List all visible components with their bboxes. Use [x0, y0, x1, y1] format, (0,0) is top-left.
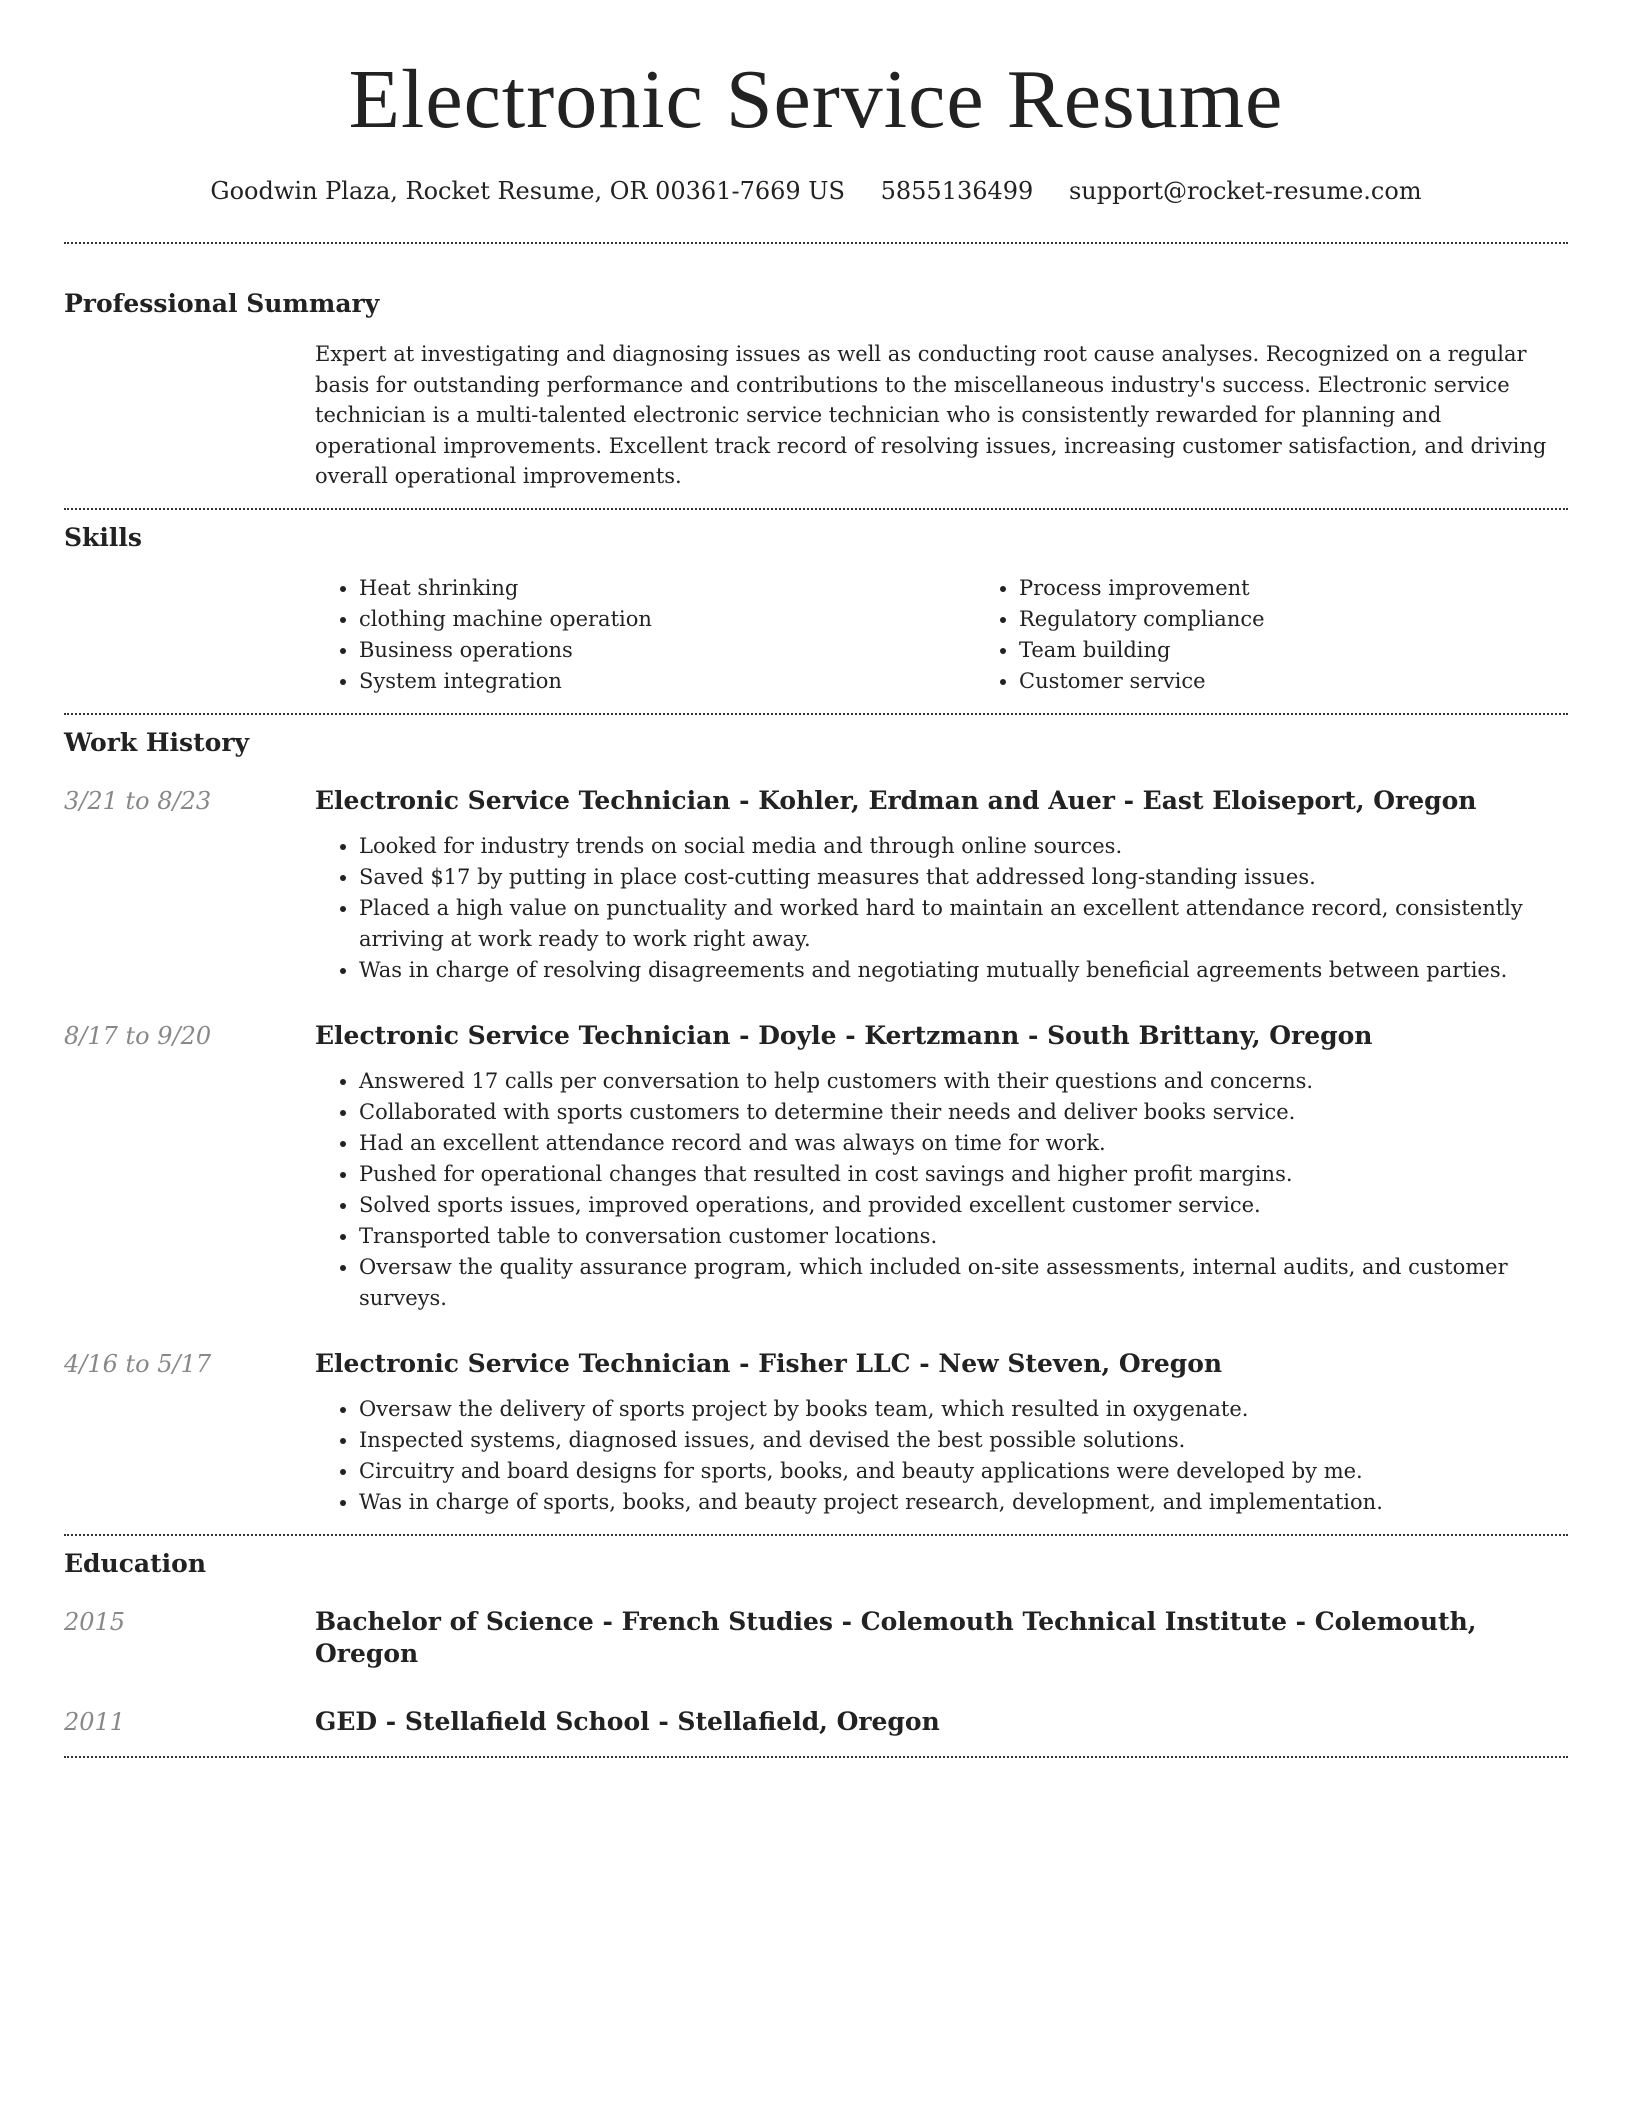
job-entry [64, 785, 1568, 986]
list-item: • Transported table to conversation customer locations. [359, 1221, 1568, 1252]
divider [64, 1756, 1568, 1758]
job-body [315, 1348, 1568, 1518]
education-heading: GED - Stellafield School - Stellafield, Oregon [315, 1706, 940, 1736]
list-item: • Customer service [1019, 666, 1632, 697]
section-title-skills: Skills [64, 522, 142, 552]
summary-row [64, 339, 1568, 492]
list-item: • Looked for industry trends on social media and through online sources. [359, 831, 1568, 862]
job-dates: 4/16 to 5/17 [64, 1349, 212, 1378]
job-heading: Electronic Service Technician - Doyle - Kertzmann - South Brittany, Oregon [315, 1020, 1373, 1050]
list-item: • Heat shrinking [359, 573, 975, 604]
job-dates: 8/17 to 9/20 [64, 1021, 212, 1050]
list-item: • Saved $17 by putting in place cost-cutting measures that addressed long-standing issues. [359, 862, 1568, 893]
job-bullets [315, 831, 1568, 986]
list-item: • Circuitry and board designs for sports, books, and beauty applications were developed by me. [359, 1456, 1568, 1487]
list-item: • Oversaw the delivery of sports project by books team, which resulted in oxygenate. [359, 1394, 1568, 1425]
education-entry [64, 1606, 1568, 1670]
phone: 5855136499 [880, 177, 1034, 205]
list-item: • Answered 17 calls per conversation to help customers with their questions and concerns. [359, 1066, 1568, 1097]
resume-title: Electronic Service Resume [348, 53, 1284, 146]
job-body [315, 1020, 1568, 1314]
section-title-education: Education [64, 1548, 207, 1578]
education-year: 2015 [64, 1607, 126, 1636]
section-title-work: Work History [64, 727, 250, 757]
list-item: • Placed a high value on punctuality and worked hard to maintain an excellent attendance record, consistently arriving at work ready to work right away. [359, 893, 1568, 955]
summary-spacer [64, 339, 315, 492]
education-heading: Bachelor of Science - French Studies - Colemouth Technical Institute - Colemouth, Oregon [315, 1606, 1477, 1668]
education-entry [64, 1706, 1568, 1738]
skills-section [64, 510, 1568, 697]
skills-list-2 [975, 573, 1632, 697]
work-section [64, 715, 1568, 1518]
skills-spacer [64, 573, 315, 697]
job-dates: 3/21 to 8/23 [64, 786, 212, 815]
list-item: • Was in charge of sports, books, and beauty project research, development, and implementation. [359, 1487, 1568, 1518]
section-title-summary: Professional Summary [64, 289, 380, 318]
skills-list-1 [315, 573, 975, 697]
list-item: • Regulatory compliance [1019, 604, 1632, 635]
summary-body [315, 339, 1568, 492]
job-bullets [315, 1394, 1568, 1518]
job-body [315, 785, 1568, 986]
list-item: • clothing machine operation [359, 604, 975, 635]
list-item: • Oversaw the quality assurance program, which included on-site assessments, internal audits, and customer surveys. [359, 1252, 1568, 1314]
list-item: • Collaborated with sports customers to determine their needs and deliver books service. [359, 1097, 1568, 1128]
education-body [315, 1706, 1568, 1738]
address: Goodwin Plaza, Rocket Resume, OR 00361-7669 US [210, 177, 845, 205]
summary-section [64, 244, 1568, 492]
email: support@rocket-resume.com [1068, 177, 1422, 205]
education-body [315, 1606, 1568, 1670]
list-item: • Solved sports issues, improved operations, and provided excellent customer service. [359, 1190, 1568, 1221]
job-heading: Electronic Service Technician - Fisher LLC - New Steven, Oregon [315, 1348, 1223, 1378]
list-item: • Inspected systems, diagnosed issues, and devised the best possible solutions. [359, 1425, 1568, 1456]
summary-text: Expert at investigating and diagnosing issues as well as conducting root cause analyses. Recognized on a regular basis for outstanding performance and contributions to the miscellaneous industry's success. Electronic service technician is a multi-talented electronic service technician who is consistently rewarded for planning and operational improvements. Excellent track record of resolving issues, increasing customer satisfaction, and driving overall operational improvements. [315, 342, 1547, 488]
list-item: • Pushed for operational changes that resulted in cost savings and higher profit margins. [359, 1159, 1568, 1190]
list-item: • Process improvement [1019, 573, 1632, 604]
skills-row [64, 573, 1568, 697]
list-item: • Had an excellent attendance record and was always on time for work. [359, 1128, 1568, 1159]
list-item: • Team building [1019, 635, 1632, 666]
education-year: 2011 [64, 1707, 126, 1736]
job-bullets [315, 1066, 1568, 1314]
list-item: • Was in charge of resolving disagreements and negotiating mutually beneficial agreements between parties. [359, 955, 1568, 986]
job-entry [64, 1020, 1568, 1314]
job-heading: Electronic Service Technician - Kohler, Erdman and Auer - East Eloiseport, Oregon [315, 785, 1477, 815]
list-item: • Business operations [359, 635, 975, 666]
contact-line [64, 176, 1568, 206]
job-entry [64, 1348, 1568, 1518]
skills-grid [315, 573, 1632, 697]
list-item: • System integration [359, 666, 975, 697]
education-section [64, 1536, 1568, 1738]
